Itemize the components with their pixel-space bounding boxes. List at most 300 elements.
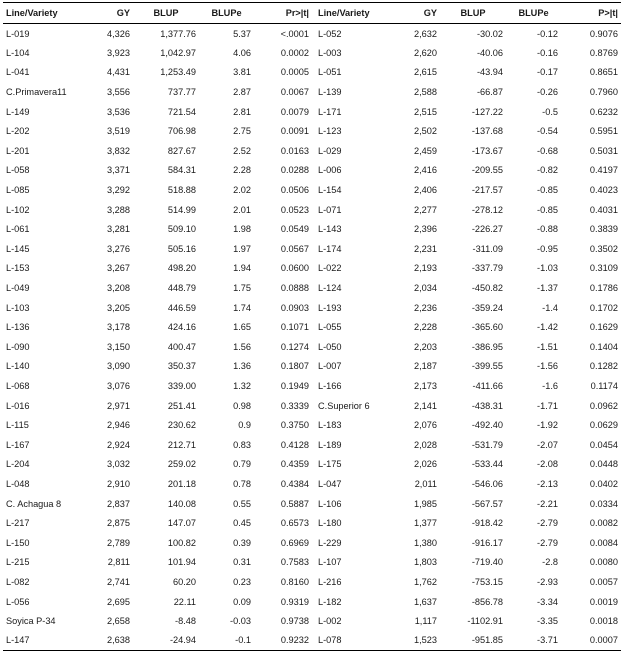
cell-line-variety-right: L-154 xyxy=(318,185,342,196)
cell-blup-right: -533.44 xyxy=(471,459,503,470)
cell-line-variety-left: L-041 xyxy=(6,67,30,78)
header-blupe-right: BLUPe xyxy=(506,3,561,24)
cell-p-right: 0.1629 xyxy=(589,322,618,333)
cell-blup-left: 509.10 xyxy=(167,224,196,235)
table-row xyxy=(3,611,621,631)
cell-line-variety-right: L-193 xyxy=(318,302,342,313)
cell-line-variety-right: L-171 xyxy=(318,106,342,117)
cell-blupe-right: -0.68 xyxy=(537,145,558,156)
table-row xyxy=(3,239,621,259)
table-row xyxy=(3,474,621,494)
cell-blup-right: -450.82 xyxy=(471,283,503,294)
cell-line-variety-right: L-143 xyxy=(318,224,342,235)
cell-blup-left: 514.99 xyxy=(167,204,196,215)
cell-blupe-left: 1.98 xyxy=(233,224,251,235)
table-row xyxy=(3,376,621,396)
cell-blupe-left: 1.97 xyxy=(233,243,251,254)
cell-pr-left: 0.0903 xyxy=(280,302,309,313)
cell-p-right: 0.8651 xyxy=(589,67,618,78)
cell-line-variety-right: L-124 xyxy=(318,283,342,294)
cell-gy-right: 2,515 xyxy=(414,106,437,117)
cell-blup-right: -399.55 xyxy=(471,361,503,372)
cell-gy-right: 2,615 xyxy=(414,67,437,78)
cell-blupe-left: 0.83 xyxy=(233,439,251,450)
cell-line-variety-left: L-140 xyxy=(6,361,30,372)
table-row xyxy=(3,219,621,239)
cell-gy-right: 2,011 xyxy=(414,478,437,489)
cell-line-variety-left: C. Achagua 8 xyxy=(6,498,62,509)
cell-gy-right: 2,028 xyxy=(414,439,437,450)
cell-pr-left: 0.3750 xyxy=(280,420,309,431)
cell-blupe-right: -1.42 xyxy=(537,322,558,333)
cell-pr-left: 0.1274 xyxy=(280,341,309,352)
cell-p-right: 0.5031 xyxy=(589,145,618,156)
cell-gy-left: 3,276 xyxy=(107,243,130,254)
cell-gy-left: 3,208 xyxy=(107,283,130,294)
cell-gy-left: 2,946 xyxy=(107,420,130,431)
cell-blup-left: 22.11 xyxy=(173,596,196,607)
cell-blup-left: 1,253.49 xyxy=(160,67,196,78)
cell-blup-right: -546.06 xyxy=(471,478,503,489)
table-row xyxy=(3,533,621,553)
cell-gy-right: 2,620 xyxy=(414,47,437,58)
header-blup-left: BLUP xyxy=(133,3,199,24)
cell-blupe-right: -2.13 xyxy=(537,478,558,489)
cell-p-right: 0.0334 xyxy=(589,498,618,509)
header-row xyxy=(3,3,621,24)
cell-blup-right: -66.87 xyxy=(476,87,503,98)
cell-gy-right: 2,187 xyxy=(414,361,437,372)
cell-blup-left: 584.31 xyxy=(167,165,196,176)
cell-blup-right: -492.40 xyxy=(471,420,503,431)
cell-blup-left: 339.00 xyxy=(167,380,196,391)
cell-line-variety-right: L-071 xyxy=(318,204,342,215)
cell-pr-left: 0.0005 xyxy=(280,67,309,78)
cell-blup-right: -856.78 xyxy=(471,596,503,607)
cell-line-variety-right: L-189 xyxy=(318,439,342,450)
cell-pr-left: <.0001 xyxy=(280,28,309,39)
cell-blupe-left: 1.56 xyxy=(233,341,251,352)
cell-p-right: 0.1174 xyxy=(590,380,618,391)
cell-blup-left: -8.48 xyxy=(175,616,196,627)
cell-blupe-left: 0.78 xyxy=(233,478,251,489)
cell-gy-right: 1,762 xyxy=(414,576,437,587)
table-row xyxy=(3,337,621,357)
header-blupe-left: BLUPe xyxy=(199,3,254,24)
cell-p-right: 0.0402 xyxy=(589,478,618,489)
cell-blupe-left: 0.23 xyxy=(233,576,251,587)
cell-line-variety-left: L-058 xyxy=(6,165,30,176)
cell-blupe-right: -1.92 xyxy=(537,420,558,431)
cell-blupe-right: -1.6 xyxy=(542,380,558,391)
cell-blupe-left: 2.28 xyxy=(233,165,251,176)
cell-pr-left: 0.0091 xyxy=(280,126,309,137)
cell-gy-left: 3,292 xyxy=(107,185,130,196)
cell-p-right: 0.9076 xyxy=(589,28,618,39)
cell-gy-right: 2,502 xyxy=(414,126,437,137)
cell-gy-right: 2,396 xyxy=(414,224,437,235)
table-row xyxy=(3,513,621,533)
cell-gy-left: 3,090 xyxy=(107,361,130,372)
cell-line-variety-right: L-047 xyxy=(318,478,342,489)
cell-line-variety-left: C.Primavera11 xyxy=(6,87,67,98)
table-row xyxy=(3,553,621,573)
cell-blup-left: 212.71 xyxy=(167,439,196,450)
cell-pr-left: 0.4128 xyxy=(280,439,309,450)
cell-gy-right: 2,459 xyxy=(414,145,437,156)
cell-blup-left: 424.16 xyxy=(167,322,196,333)
cell-gy-left: 3,281 xyxy=(107,224,130,235)
table-row xyxy=(3,494,621,514)
cell-blup-left: 827.67 xyxy=(167,145,196,156)
cell-p-right: 0.0962 xyxy=(589,400,618,411)
cell-pr-left: 0.0549 xyxy=(280,224,309,235)
cell-line-variety-right: L-166 xyxy=(318,380,342,391)
cell-line-variety-left: L-147 xyxy=(3,631,83,651)
cell-blup-right: -137.68 xyxy=(471,126,503,137)
cell-gy-left: 3,178 xyxy=(107,322,130,333)
cell-blupe-right: -0.17 xyxy=(537,67,558,78)
cell-line-variety-left: L-068 xyxy=(6,380,30,391)
cell-blupe-left: 2.81 xyxy=(233,106,251,117)
cell-blupe-left: 0.39 xyxy=(233,537,251,548)
cell-p-right: 0.0629 xyxy=(589,420,618,431)
cell-blup-right: -30.02 xyxy=(476,28,503,39)
table-row xyxy=(3,141,621,161)
cell-gy-right: 2,236 xyxy=(414,302,437,313)
cell-pr-left: 0.3339 xyxy=(280,400,309,411)
cell-blup-right: -719.40 xyxy=(471,557,503,568)
cell-line-variety-left: L-061 xyxy=(6,224,30,235)
table-row xyxy=(3,43,621,63)
cell-p-right: 0.0084 xyxy=(589,537,618,548)
cell-blup-left: 448.79 xyxy=(167,283,196,294)
cell-p-right: 0.5951 xyxy=(589,126,618,137)
cell-line-variety-left: L-056 xyxy=(6,596,30,607)
cell-gy-left: 3,371 xyxy=(107,165,130,176)
cell-blup-right: -311.09 xyxy=(472,243,503,254)
cell-line-variety-left: L-049 xyxy=(6,283,30,294)
cell-blup-left: 60.20 xyxy=(173,576,196,587)
cell-pr-left: 0.0600 xyxy=(280,263,309,274)
cell-blup-right: -43.94 xyxy=(476,67,503,78)
cell-blup-right: -173.67 xyxy=(471,145,503,156)
cell-line-variety-right: L-002 xyxy=(318,616,342,627)
cell-blupe-left: 1.36 xyxy=(233,361,251,372)
cell-blup-right: -209.55 xyxy=(471,165,503,176)
cell-blup-left: 518.88 xyxy=(167,185,196,196)
cell-blup-left: 706.98 xyxy=(167,126,196,137)
cell-line-variety-right: L-003 xyxy=(318,47,342,58)
cell-blupe-right: -3.34 xyxy=(537,596,558,607)
cell-blupe-right: -1.37 xyxy=(537,283,558,294)
cell-gy-right: 1,523 xyxy=(392,631,440,651)
cell-blupe-right: -0.16 xyxy=(537,47,558,58)
cell-gy-right: 2,277 xyxy=(414,204,437,215)
cell-blupe-left: -0.1 xyxy=(199,631,254,651)
cell-gy-left: 3,150 xyxy=(107,341,130,352)
cell-pr-left: 0.9319 xyxy=(280,596,309,607)
cell-line-variety-right: L-175 xyxy=(318,459,342,470)
cell-line-variety-left: L-102 xyxy=(6,204,30,215)
cell-blup-left: 737.77 xyxy=(167,87,196,98)
cell-line-variety-left: L-149 xyxy=(6,106,30,117)
cell-line-variety-right: L-051 xyxy=(318,67,342,78)
cell-p-right: 0.0454 xyxy=(589,439,618,450)
header-p-right: P>|t| xyxy=(561,3,621,24)
cell-blupe-left: 2.75 xyxy=(233,126,251,137)
header-pr-left: Pr>|t| xyxy=(254,3,312,24)
cell-gy-left: 3,267 xyxy=(107,263,130,274)
cell-pr-left: 0.6573 xyxy=(280,518,309,529)
cell-gy-left: 4,326 xyxy=(107,28,130,39)
cell-blupe-left: 0.09 xyxy=(233,596,251,607)
table-row xyxy=(3,396,621,416)
table-row xyxy=(3,415,621,435)
cell-p-right: 0.4031 xyxy=(589,204,618,215)
cell-p-right: 0.8769 xyxy=(589,47,618,58)
cell-blupe-left: 1.65 xyxy=(233,322,251,333)
cell-line-variety-right: L-029 xyxy=(318,145,342,156)
cell-gy-left: 3,832 xyxy=(107,145,130,156)
cell-line-variety-right: L-052 xyxy=(318,28,342,39)
cell-gy-left: 3,519 xyxy=(107,126,130,137)
table-row xyxy=(3,121,621,141)
cell-pr-left: 0.0163 xyxy=(280,145,309,156)
cell-gy-right: 2,228 xyxy=(414,322,437,333)
cell-line-variety-right: L-055 xyxy=(318,322,342,333)
table-row xyxy=(3,435,621,455)
cell-blupe-right: -0.26 xyxy=(537,87,558,98)
cell-blupe-right: -0.85 xyxy=(537,204,558,215)
cell-gy-right: 2,026 xyxy=(414,459,437,470)
cell-p-right: 0.3502 xyxy=(589,243,618,254)
cell-gy-left: 2,971 xyxy=(107,400,130,411)
cell-line-variety-left: Soyica P-34 xyxy=(6,616,56,627)
cell-blup-left: 230.62 xyxy=(167,420,196,431)
cell-blup-left: 498.20 xyxy=(167,263,196,274)
cell-blupe-right: -0.82 xyxy=(537,165,558,176)
cell-gy-right: 2,141 xyxy=(414,400,437,411)
cell-pr-left: 0.0567 xyxy=(280,243,309,254)
cell-pr-left: 0.1807 xyxy=(280,361,309,372)
cell-line-variety-left: L-048 xyxy=(6,478,30,489)
cell-line-variety-right: L-216 xyxy=(318,576,342,587)
cell-p-right: 0.3839 xyxy=(589,224,618,235)
cell-pr-left: 0.4384 xyxy=(280,478,309,489)
table-row xyxy=(3,180,621,200)
cell-blup-right: -951.85 xyxy=(440,631,506,651)
cell-blup-left: 350.37 xyxy=(167,361,196,372)
cell-gy-left: 3,556 xyxy=(107,87,130,98)
cell-line-variety-right: L-106 xyxy=(318,498,342,509)
cell-pr-left: 0.6969 xyxy=(280,537,309,548)
table-row xyxy=(3,102,621,122)
cell-blupe-left: 0.9 xyxy=(238,420,251,431)
cell-p-right: 0.1786 xyxy=(589,283,618,294)
cell-line-variety-left: L-082 xyxy=(6,576,30,587)
cell-blupe-left: 0.79 xyxy=(233,459,251,470)
cell-line-variety-left: L-145 xyxy=(6,243,30,254)
cell-blup-right: -411.66 xyxy=(472,380,503,391)
cell-blupe-right: -1.56 xyxy=(537,361,558,372)
cell-blupe-left: 2.01 xyxy=(233,204,251,215)
cell-blup-right: -278.12 xyxy=(471,204,503,215)
cell-gy-right: 1,380 xyxy=(414,537,437,548)
cell-p-right: 0.0007 xyxy=(561,631,621,651)
header-gy-right: GY xyxy=(392,3,440,24)
cell-blup-right: -337.79 xyxy=(471,263,503,274)
cell-blup-left: 201.18 xyxy=(167,478,196,489)
cell-pr-left: 0.9738 xyxy=(280,616,309,627)
cell-gy-left: 2,741 xyxy=(107,576,130,587)
cell-gy-right: 2,416 xyxy=(414,165,437,176)
cell-line-variety-right: L-107 xyxy=(318,557,342,568)
cell-blupe-left: 1.74 xyxy=(233,302,251,313)
cell-blup-left: 1,377.76 xyxy=(160,28,196,39)
cell-pr-left: 0.0067 xyxy=(280,87,309,98)
cell-p-right: 0.1282 xyxy=(589,361,618,372)
cell-blupe-left: 2.02 xyxy=(233,185,251,196)
cell-gy-left: 2,638 xyxy=(83,631,133,651)
table-row xyxy=(3,259,621,279)
cell-pr-left: 0.0506 xyxy=(280,185,309,196)
cell-line-variety-left: L-104 xyxy=(6,47,30,58)
cell-blupe-right: -2.93 xyxy=(537,576,558,587)
header-line-variety-right: Line/Variety xyxy=(312,3,392,24)
cell-p-right: 0.0448 xyxy=(589,459,618,470)
cell-gy-right: 1,803 xyxy=(414,557,437,568)
cell-blupe-left: 1.75 xyxy=(233,283,251,294)
cell-blup-left: 100.82 xyxy=(167,537,196,548)
cell-pr-left: 0.8160 xyxy=(280,576,309,587)
cell-pr-left: 0.1071 xyxy=(280,322,309,333)
cell-line-variety-right: L-123 xyxy=(318,126,342,137)
cell-pr-left: 0.1949 xyxy=(280,380,309,391)
cell-blupe-left: 0.55 xyxy=(233,498,251,509)
cell-gy-right: 2,632 xyxy=(414,28,437,39)
table-row xyxy=(3,592,621,612)
cell-p-right: 0.1702 xyxy=(589,302,618,313)
cell-p-right: 0.0018 xyxy=(589,616,618,627)
cell-gy-left: 2,910 xyxy=(107,478,130,489)
cell-p-right: 0.4023 xyxy=(589,185,618,196)
table-row xyxy=(3,200,621,220)
cell-blupe-right: -3.71 xyxy=(506,631,561,651)
cell-blupe-left: 2.52 xyxy=(233,145,251,156)
cell-blupe-right: -0.85 xyxy=(537,185,558,196)
cell-pr-left: 0.7583 xyxy=(280,557,309,568)
cell-blup-left: 251.41 xyxy=(167,400,196,411)
cell-line-variety-right: L-182 xyxy=(318,596,342,607)
cell-line-variety-left: L-090 xyxy=(6,341,30,352)
header-line-variety-left: Line/Variety xyxy=(3,3,83,24)
cell-blupe-left: 0.98 xyxy=(233,400,251,411)
cell-gy-left: 3,076 xyxy=(107,380,130,391)
table-body xyxy=(3,24,621,651)
cell-blup-left: 721.54 xyxy=(167,106,196,117)
table-row xyxy=(3,631,621,651)
cell-line-variety-right: L-006 xyxy=(318,165,342,176)
cell-line-variety-left: L-217 xyxy=(6,518,30,529)
cell-blupe-left: 1.32 xyxy=(233,380,251,391)
cell-blupe-left: 1.94 xyxy=(233,263,251,274)
cell-gy-left: 4,431 xyxy=(107,67,130,78)
cell-blupe-right: -0.54 xyxy=(537,126,558,137)
cell-blupe-right: -0.95 xyxy=(537,243,558,254)
cell-blup-left: -24.94 xyxy=(133,631,199,651)
cell-blup-left: 505.16 xyxy=(167,243,196,254)
cell-blup-left: 101.94 xyxy=(167,557,196,568)
cell-blup-right: -359.24 xyxy=(471,302,503,313)
cell-line-variety-left: L-153 xyxy=(6,263,30,274)
cell-blupe-right: -0.12 xyxy=(537,28,558,39)
cell-blup-right: -217.57 xyxy=(471,185,503,196)
cell-gy-right: 2,406 xyxy=(414,185,437,196)
cell-blup-left: 446.59 xyxy=(167,302,196,313)
cell-gy-right: 1,117 xyxy=(414,616,437,627)
cell-line-variety-left: L-103 xyxy=(6,302,30,313)
cell-blupe-left: 0.31 xyxy=(233,557,251,568)
cell-gy-left: 3,205 xyxy=(107,302,130,313)
cell-line-variety-right: L-022 xyxy=(318,263,342,274)
cell-blupe-left: 0.45 xyxy=(233,518,251,529)
cell-blupe-right: -2.07 xyxy=(537,439,558,450)
cell-blup-right: -40.06 xyxy=(476,47,503,58)
cell-blup-right: -386.95 xyxy=(471,341,503,352)
cell-line-variety-left: L-215 xyxy=(6,557,30,568)
cell-blupe-right: -2.79 xyxy=(537,518,558,529)
table-row xyxy=(3,278,621,298)
cell-pr-left: 0.4359 xyxy=(280,459,309,470)
cell-pr-left: 0.5887 xyxy=(280,498,309,509)
cell-p-right: 0.0019 xyxy=(589,596,618,607)
table-header xyxy=(3,3,621,24)
cell-blupe-right: -3.35 xyxy=(537,616,558,627)
table-row xyxy=(3,24,621,44)
cell-gy-right: 1,637 xyxy=(414,596,437,607)
cell-blupe-left: 5.37 xyxy=(233,28,251,39)
cell-line-variety-right: L-007 xyxy=(318,361,342,372)
cell-gy-left: 2,695 xyxy=(107,596,130,607)
cell-gy-right: 2,173 xyxy=(414,380,437,391)
cell-gy-right: 1,377 xyxy=(414,518,437,529)
cell-blup-left: 400.47 xyxy=(167,341,196,352)
cell-p-right: 0.4197 xyxy=(589,165,618,176)
cell-line-variety-left: L-085 xyxy=(6,185,30,196)
cell-p-right: 0.6232 xyxy=(589,106,618,117)
cell-line-variety-left: L-115 xyxy=(6,420,29,431)
table-row xyxy=(3,82,621,102)
cell-blupe-right: -2.21 xyxy=(537,498,558,509)
cell-gy-left: 2,658 xyxy=(107,616,130,627)
cell-blupe-right: -1.03 xyxy=(537,263,558,274)
cell-blupe-right: -1.4 xyxy=(542,302,558,313)
cell-p-right: 0.7960 xyxy=(589,87,618,98)
table-row xyxy=(3,455,621,475)
table-row xyxy=(3,298,621,318)
cell-gy-right: 2,588 xyxy=(414,87,437,98)
cell-blupe-right: -1.51 xyxy=(537,341,558,352)
cell-gy-left: 3,288 xyxy=(107,204,130,215)
cell-blup-right: -127.22 xyxy=(471,106,503,117)
cell-blup-right: -567.57 xyxy=(471,498,503,509)
table-row xyxy=(3,357,621,377)
cell-blup-right: -1102.91 xyxy=(467,616,503,627)
cell-line-variety-left: L-019 xyxy=(6,28,30,39)
cell-blupe-left: 4.06 xyxy=(233,47,251,58)
cell-line-variety-right: L-078 xyxy=(312,631,392,651)
